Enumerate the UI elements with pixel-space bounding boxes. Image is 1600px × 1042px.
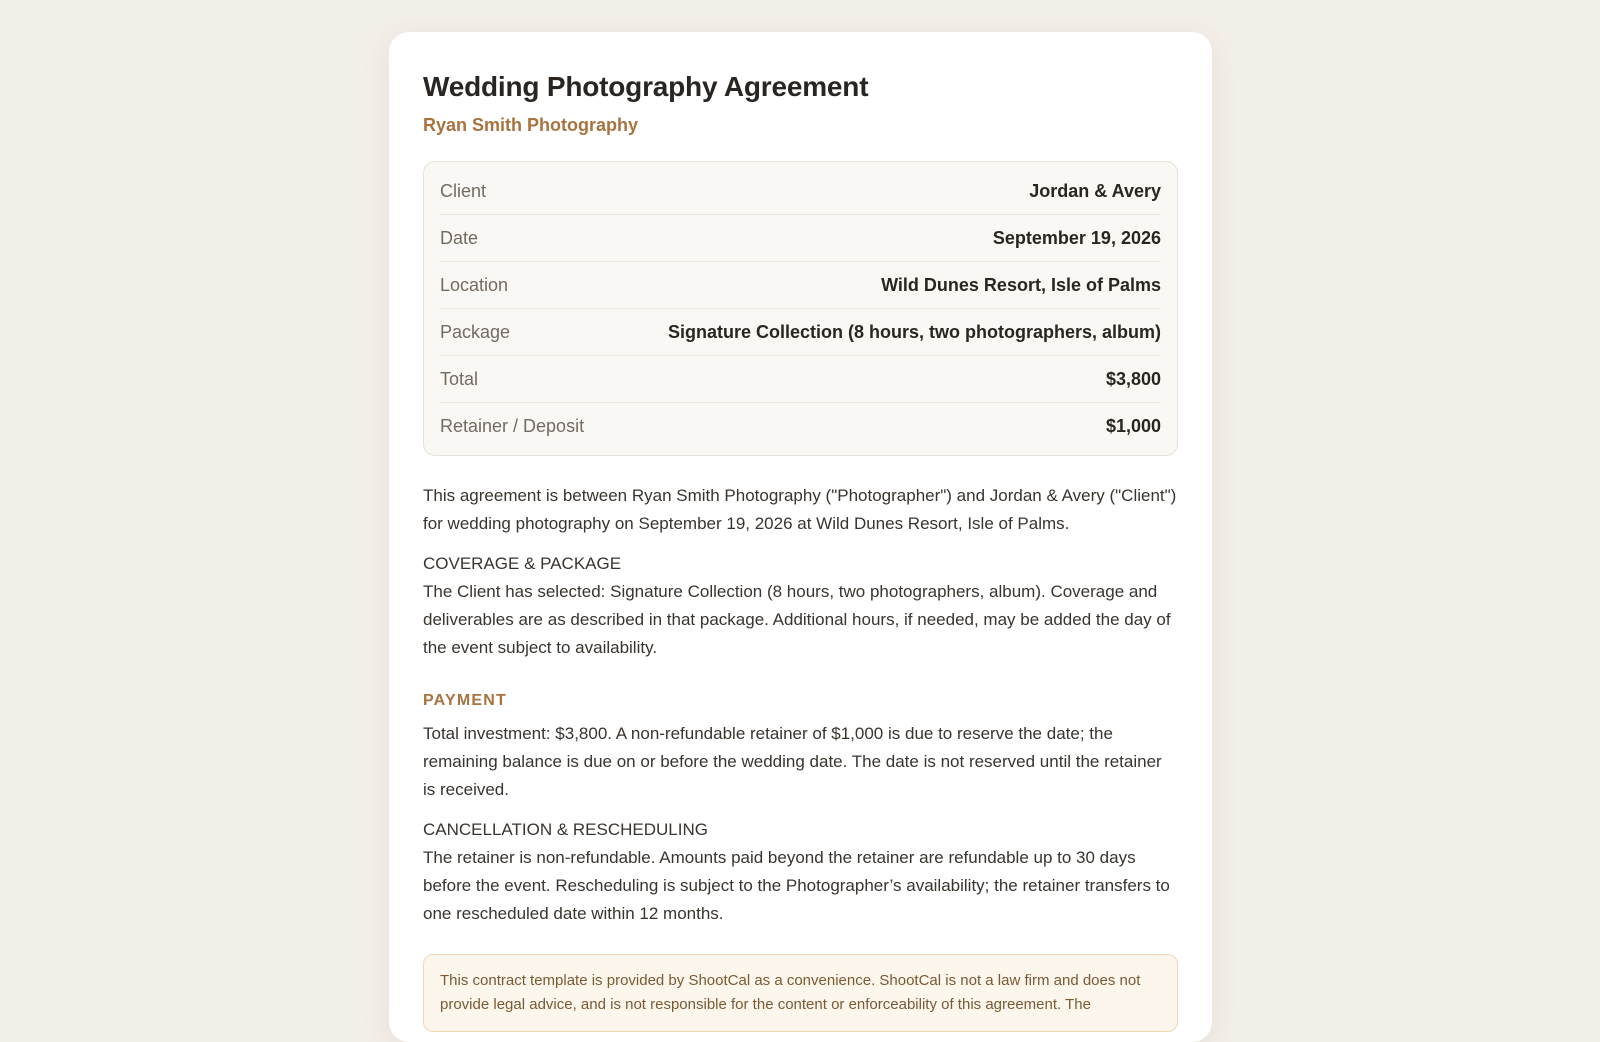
summary-label: Package bbox=[440, 321, 511, 342]
summary-value: $1,000 bbox=[1105, 415, 1161, 436]
summary-row-location bbox=[440, 262, 1161, 309]
summary-row-date bbox=[440, 215, 1161, 262]
summary-table bbox=[423, 161, 1178, 456]
summary-label: Date bbox=[440, 227, 479, 248]
summary-value: $3,800 bbox=[1105, 368, 1161, 389]
coverage-heading: COVERAGE & PACKAGE bbox=[423, 554, 622, 573]
agreement-card bbox=[389, 32, 1212, 1042]
summary-value: Wild Dunes Resort, Isle of Palms bbox=[881, 274, 1161, 295]
summary-label: Retainer / Deposit bbox=[440, 415, 585, 436]
summary-value: Jordan & Avery bbox=[1029, 180, 1161, 201]
intro-paragraph: This agreement is between Ryan Smith Photography ("Photographer") and Jordan & Avery ("Client") for wedding photography on September 19, 2026 at Wild Dunes Resort, Isle of Palms. bbox=[423, 486, 1177, 533]
payment-heading: PAYMENT bbox=[423, 692, 507, 709]
summary-row-retainer bbox=[440, 403, 1161, 449]
page-title: Wedding Photography Agreement bbox=[423, 71, 869, 102]
summary-value: Signature Collection (8 hours, two photographers, album) bbox=[667, 321, 1161, 342]
summary-label: Location bbox=[440, 274, 509, 295]
cancellation-heading: CANCELLATION & RESCHEDULING bbox=[423, 820, 708, 839]
disclaimer-notice: This contract template is provided by ShootCal as a convenience. ShootCal is not a law firm and does not provide legal advice, and is not responsible for the content or enforceability of this agreement. The bbox=[423, 954, 1178, 1032]
summary-row-client bbox=[440, 168, 1161, 215]
summary-value: September 19, 2026 bbox=[992, 227, 1161, 248]
cancellation-paragraph: The retainer is non-refundable. Amounts paid beyond the retainer are refundable up to 30 days before the event. Rescheduling is subject to the Photographer’s availability; the retainer transfers to one rescheduled date within 12 months. bbox=[423, 848, 1170, 923]
summary-label: Client bbox=[440, 180, 487, 201]
payment-paragraph: Total investment: $3,800. A non-refundable retainer of $1,000 is due to reserve the date; the remaining balance is due on or before the wedding date. The date is not reserved until the retainer is received. bbox=[423, 724, 1162, 799]
summary-row-total bbox=[440, 356, 1161, 403]
summary-label: Total bbox=[440, 368, 479, 389]
summary-row-package bbox=[440, 309, 1161, 356]
coverage-paragraph: The Client has selected: Signature Collection (8 hours, two photographers, album). Coverage and deliverables are as described in that package. Additional hours, if needed, may be added the day of the event subject to availability. bbox=[423, 582, 1171, 657]
studio-name: Ryan Smith Photography bbox=[423, 115, 639, 135]
